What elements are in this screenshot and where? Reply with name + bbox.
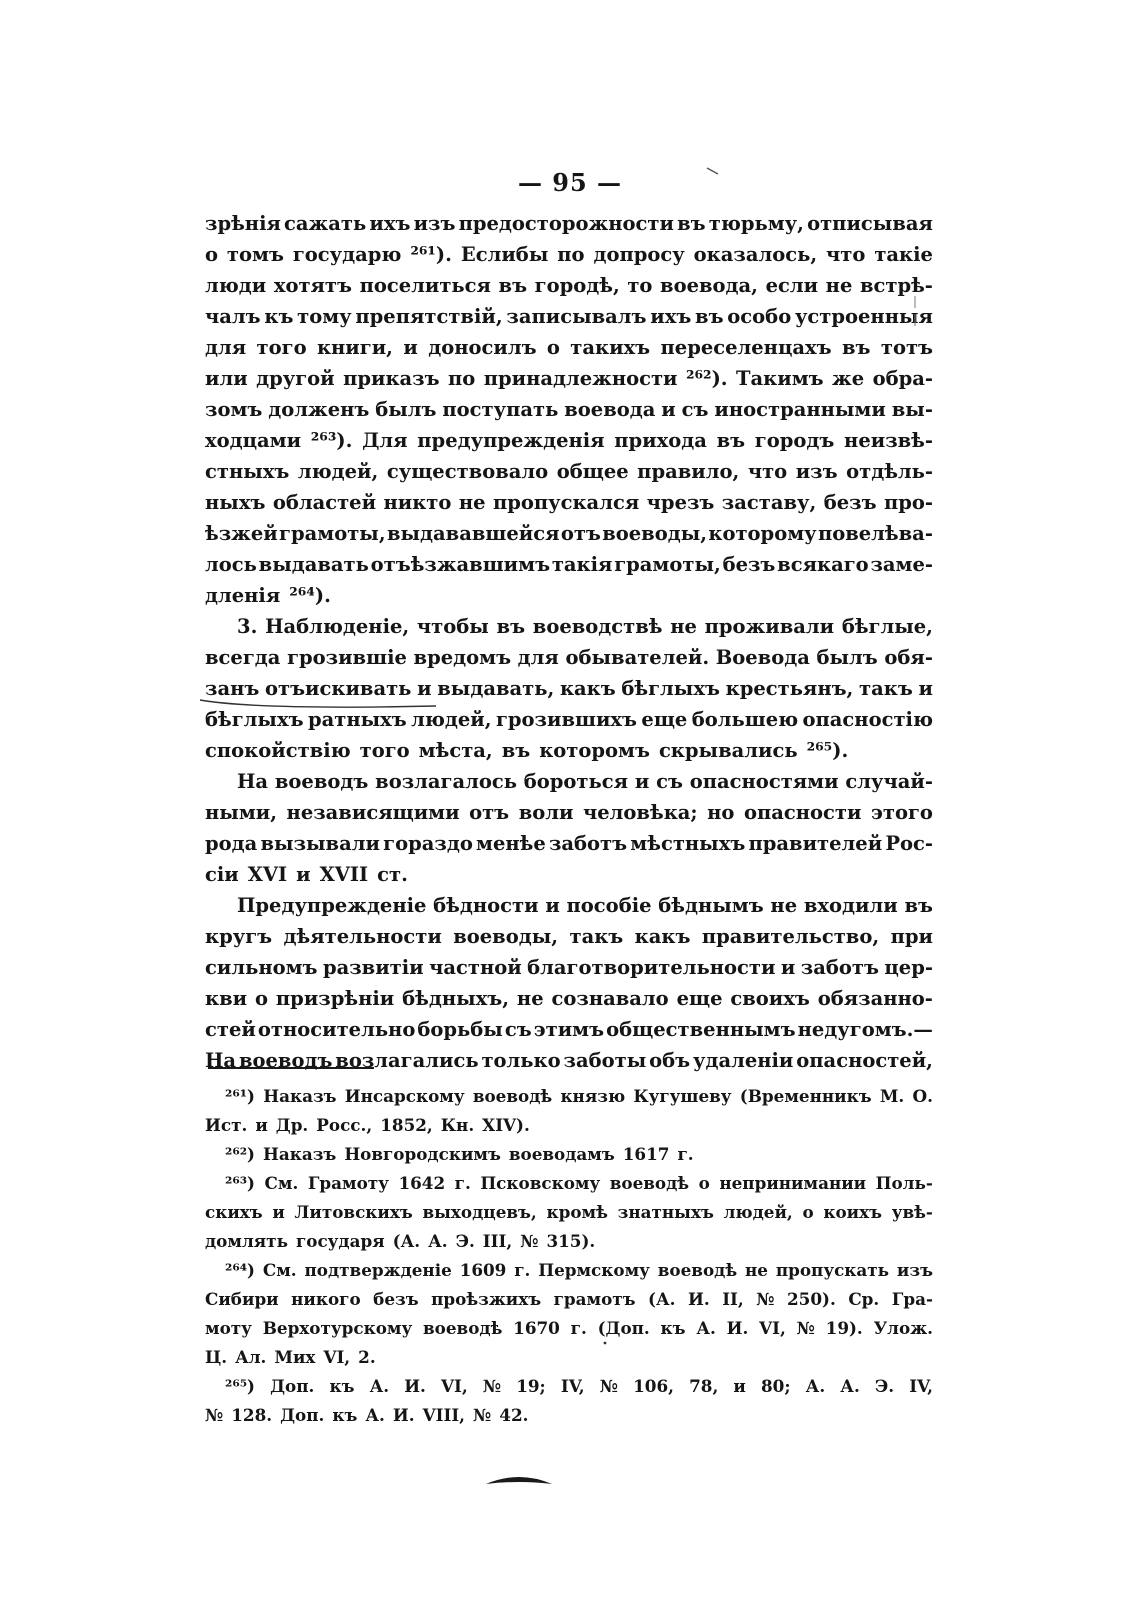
text-line: Предупрежденіе бѣдности и пособіе бѣднымъ не входили въ — [237, 894, 933, 917]
text-line: чалъ къ тому препятствій, записывалъ ихъ въ особо устроенныя — [205, 305, 933, 328]
footnote-line: Сибири никого безъ проѣзжихъ грамотъ (А. И. II, № 250). Ср. Гра- — [205, 1289, 933, 1309]
ornament-icon — [486, 1474, 552, 1486]
ink-speck-icon — [706, 166, 720, 176]
page-number: — 95 — — [517, 168, 623, 197]
footnote-line: Ц. Ал. Мих VI, 2. — [205, 1347, 376, 1367]
text-line: ныхъ областей никто не пропускался чрезъ заставу, безъ про- — [205, 491, 933, 514]
text-line: стныхъ людей, существовало общее правило, что изъ отдѣль- — [205, 460, 933, 483]
text-line: всегда грозившіе вредомъ для обывателей. Воевода былъ обя- — [205, 646, 933, 669]
text-line: дленія ²⁶⁴). — [205, 584, 331, 607]
footnote-line: ²⁶⁵) Доп. къ А. И. VI, № 19; IV, № 106, 78, и 80; А. А. Э. IV, — [225, 1376, 933, 1396]
text-line: ходцами ²⁶³). Для предупрежденія прихода въ городъ неизвѣ- — [205, 429, 933, 452]
footnote-line: ²⁶³) См. Грамоту 1642 г. Псковскому воеводѣ о непринимании Поль- — [225, 1173, 933, 1193]
text-line: стей относительно борьбы съ этимъ общественнымъ недугомъ.— — [205, 1018, 933, 1041]
text-line: ѣзжей грамоты, выдававшейся отъ воеводы, которому повелѣва- — [205, 522, 933, 545]
text-line: лось выдавать отъѣзжавшимъ такія грамоты, безъ всякаго заме- — [205, 553, 933, 576]
footnote-line: Ист. и Др. Росс., 1852, Кн. XIV). — [205, 1115, 530, 1135]
text-line: занъ отъискивать и выдавать, какъ бѣглыхъ крестьянъ, такъ и — [205, 677, 933, 700]
footnote-separator — [208, 1067, 374, 1069]
footnote-line: ²⁶¹) Наказъ Инсарскому воеводѣ князю Кугушеву (Временникъ М. О. — [225, 1086, 933, 1106]
margin-mark-icon — [912, 296, 918, 326]
underline-mark-icon — [198, 696, 438, 710]
text-line: сіи XVI и XVII ст. — [205, 863, 408, 886]
text-line: На воеводъ возлагались только заботы объ удаленіи опасностей, — [205, 1049, 933, 1072]
footnote-line: ²⁶⁴) См. подтвержденіе 1609 г. Пермскому воеводѣ не пропускать изъ — [225, 1260, 933, 1280]
text-line: зомъ долженъ былъ поступать воевода и съ иностранными вы- — [205, 398, 933, 421]
text-line: или другой приказъ по принадлежности ²⁶²). Такимъ же обра- — [205, 367, 933, 390]
footnotes — [205, 1082, 933, 1430]
text-line: На воеводъ возлагалось бороться и съ опасностями случай- — [237, 770, 933, 793]
footnote-line: домлять государя (А. А. Э. III, № 315). — [205, 1231, 596, 1251]
text-line: спокойствію того мѣста, въ которомъ скрывались ²⁶⁵). — [205, 739, 849, 762]
text-line: сильномъ развитіи частной благотворительности и заботъ цер- — [205, 956, 933, 979]
footnote-line: № 128. Доп. къ А. И. VIII, № 42. — [205, 1405, 529, 1425]
main-text — [205, 208, 933, 1076]
text-line: для того книги, и доносилъ о такихъ переселенцахъ въ тотъ — [205, 336, 933, 359]
text-line: кругъ дѣятельности воеводы, такъ какъ правительство, при — [205, 925, 933, 948]
footnote-line: скихъ и Литовскихъ выходцевъ, кромѣ знатныхъ людей, о коихъ увѣ- — [205, 1202, 933, 1222]
text-line: люди хотятъ поселиться въ городѣ, то воевода, если не встрѣ- — [205, 274, 933, 297]
footnote-line: ²⁶²) Наказъ Новгородскимъ воеводамъ 1617 г. — [225, 1144, 694, 1164]
text-line: зрѣнія сажать ихъ изъ предосторожности въ тюрьму, отписывая — [205, 212, 933, 235]
text-line: 3. Наблюденіе, чтобы въ воеводствѣ не проживали бѣглые, — [237, 615, 933, 638]
text-line: ными, независящими отъ воли человѣка; но опасности этого — [205, 801, 933, 824]
text-line: кви о призрѣніи бѣдныхъ, не сознавало еще своихъ обязанно- — [205, 987, 933, 1010]
text-line: бѣглыхъ ратныхъ людей, грозившихъ еще большею опасностію — [205, 708, 933, 731]
footnote-line: моту Верхотурскому воеводѣ 1670 г. (Доп. къ А. И. VI, № 19). Улож. — [205, 1318, 933, 1338]
text-line: о томъ государю ²⁶¹). Еслибы по допросу оказалось, что такіе — [205, 243, 933, 266]
text-line: рода вызывали гораздо менѣе заботъ мѣстныхъ правителей Рос- — [205, 832, 933, 855]
ink-dot-icon — [602, 1340, 608, 1346]
